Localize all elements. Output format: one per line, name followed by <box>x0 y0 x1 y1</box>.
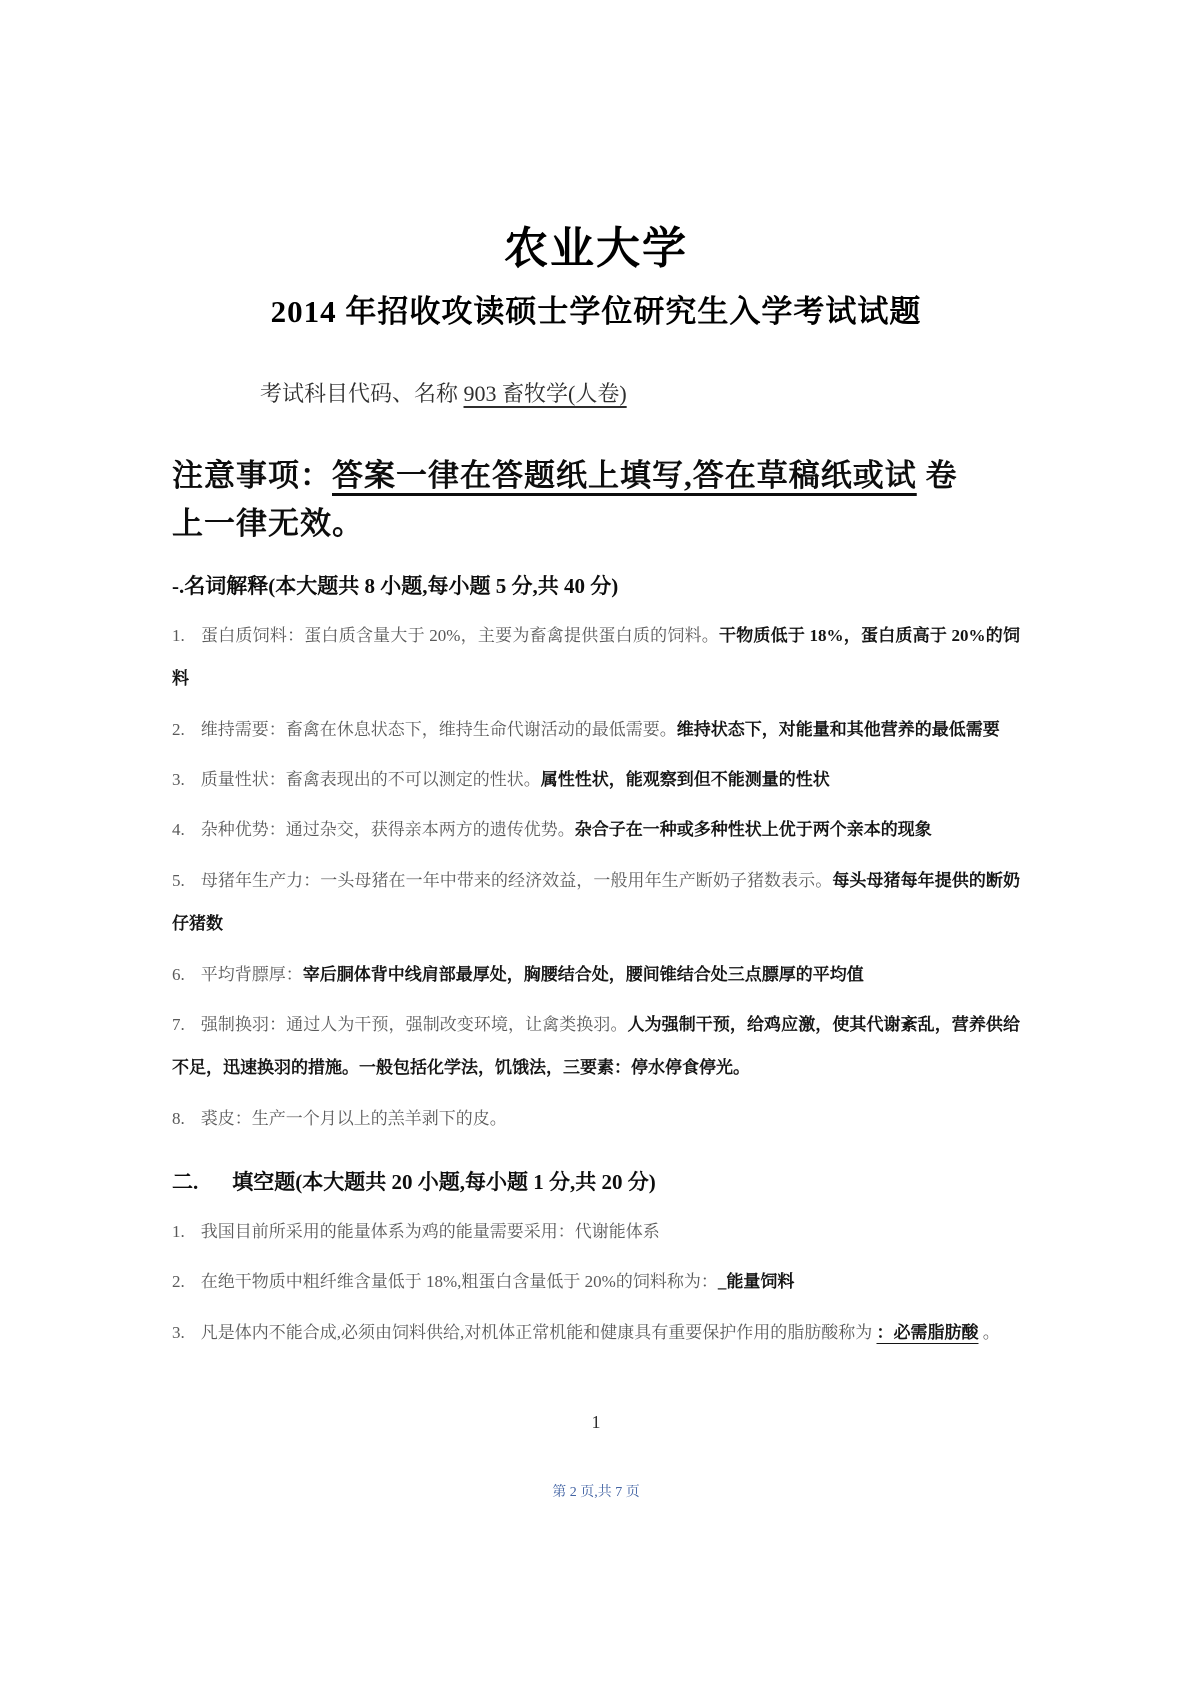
item-number: 8. <box>172 1108 185 1128</box>
item-text-normal: 在绝干物质中粗纤维含量低于 18%,粗蛋白含量低于 20%的饲料称为： <box>200 1272 718 1292</box>
item-number: 3. <box>172 1322 185 1342</box>
item-text-bold: 宰后胴体背中线肩部最厚处，胸腰结合处，腰间锥结合处三点膘厚的平均值 <box>302 964 864 984</box>
item-text-normal: 杂种优势：通过杂交，获得亲本两方的遗传优势。 <box>200 820 575 840</box>
subject-label: 考试科目代码、名称 <box>260 381 464 406</box>
item-text-bold: _能量饲料 <box>717 1272 795 1292</box>
definition-item-3 <box>172 758 1020 801</box>
page-title: 农业大学 <box>504 224 688 273</box>
page-number: 1 <box>591 1411 601 1432</box>
notice <box>172 452 1020 548</box>
item-text-normal: 蛋白质饲料：蛋白质含量大于 20%，主要为畜禽提供蛋白质的饲料。 <box>200 626 719 646</box>
section2-title: 填空题(本大题共 20 小题,每小题 1 分,共 20 分) <box>232 1169 656 1194</box>
item-text-bold: 属性性状，能观察到但不能测量的性状 <box>540 770 830 790</box>
item-text-bold: 杂合子在一种或多种性状上优于两个亲本的现象 <box>574 820 932 840</box>
item-number: 6. <box>172 964 185 984</box>
item-number: 2. <box>172 1272 185 1292</box>
section1-heading: -.名词解释(本大题共 8 小题,每小题 5 分,共 40 分) <box>172 574 619 599</box>
item-number: 1. <box>172 1221 185 1241</box>
section2-number: 二. <box>172 1169 199 1194</box>
item-text-normal: 平均背膘厚： <box>200 964 303 984</box>
section2-items <box>172 1210 1020 1354</box>
fill-blank-item-1 <box>172 1210 1020 1253</box>
item-number: 7. <box>172 1014 185 1034</box>
notice-prefix: 注意事项： <box>172 458 332 493</box>
notice-underlined: 答案一律在答题纸上填写,答在草稿纸或试 <box>332 458 917 493</box>
item-number: 4. <box>172 820 185 840</box>
section1-items <box>172 614 1020 1140</box>
item-text-normal: 凡是体内不能合成,必须由饲料供给,对机体正常机能和健康具有重要保护作用的脂肪酸称为 <box>200 1322 877 1342</box>
item-text-bold: 人为强制干预，给鸡应激，使其代谢紊乱，营养供给不足，迅速换羽的措施。一般包括化学法，饥饿法，三要素：停水停食停光。 <box>172 1014 1021 1078</box>
page-footer: 第 2 页,共 7 页 <box>552 1484 640 1500</box>
item-text-bold: 维持状态下，对能量和其他营养的最低需要 <box>676 719 1000 739</box>
notice-line2: 上一律无效。 <box>172 506 364 542</box>
item-number: 5. <box>172 870 185 890</box>
item-number: 3. <box>172 770 185 790</box>
item-text-normal: 我国目前所采用的能量体系为鸡的能量需要采用：代谢能体系 <box>200 1221 660 1241</box>
fill-blank-item-2 <box>172 1260 1020 1303</box>
definition-item-1 <box>172 614 1020 701</box>
item-number: 1. <box>172 626 185 646</box>
definition-item-4 <box>172 808 1020 851</box>
notice-tail: 卷 <box>916 458 958 493</box>
subject-line <box>260 377 1020 408</box>
item-text-suffix: 。 <box>978 1322 1000 1342</box>
definition-item-2 <box>172 708 1020 751</box>
definition-item-6 <box>172 953 1020 996</box>
item-text-bold: 每头母猪每年提供的断奶仔猪数 <box>172 870 1021 934</box>
item-text-bold: 干物质低于 18%，蛋白质高于 20%的饲料 <box>172 626 1020 689</box>
item-text-normal: 母猪年生产力：一头母猪在一年中带来的经济效益，一般用年生产断奶子猪数表示。 <box>200 870 833 890</box>
page-subtitle: 2014 年招收攻读硕士学位研究生入学考试试题 <box>270 294 922 329</box>
item-number: 2. <box>172 719 185 739</box>
item-text-normal: 裘皮：生产一个月以上的羔羊剥下的皮。 <box>200 1108 507 1128</box>
item-text-bold-underlined: ：必需脂肪酸 <box>876 1322 979 1342</box>
item-text-normal: 维持需要：畜禽在休息状态下，维持生命代谢活动的最低需要。 <box>200 719 677 739</box>
item-text-normal: 质量性状：畜禽表现出的不可以测定的性状。 <box>200 770 541 790</box>
fill-blank-item-3 <box>172 1311 1020 1354</box>
section2-heading <box>172 1166 1020 1196</box>
definition-item-7 <box>172 1003 1020 1090</box>
definition-item-5 <box>172 859 1020 946</box>
item-text-normal: 强制换羽：通过人为干预，强制改变环境，让禽类换羽。 <box>200 1014 628 1034</box>
definition-item-8 <box>172 1097 1020 1140</box>
subject-value: 903 畜牧学(人卷) <box>463 381 627 406</box>
